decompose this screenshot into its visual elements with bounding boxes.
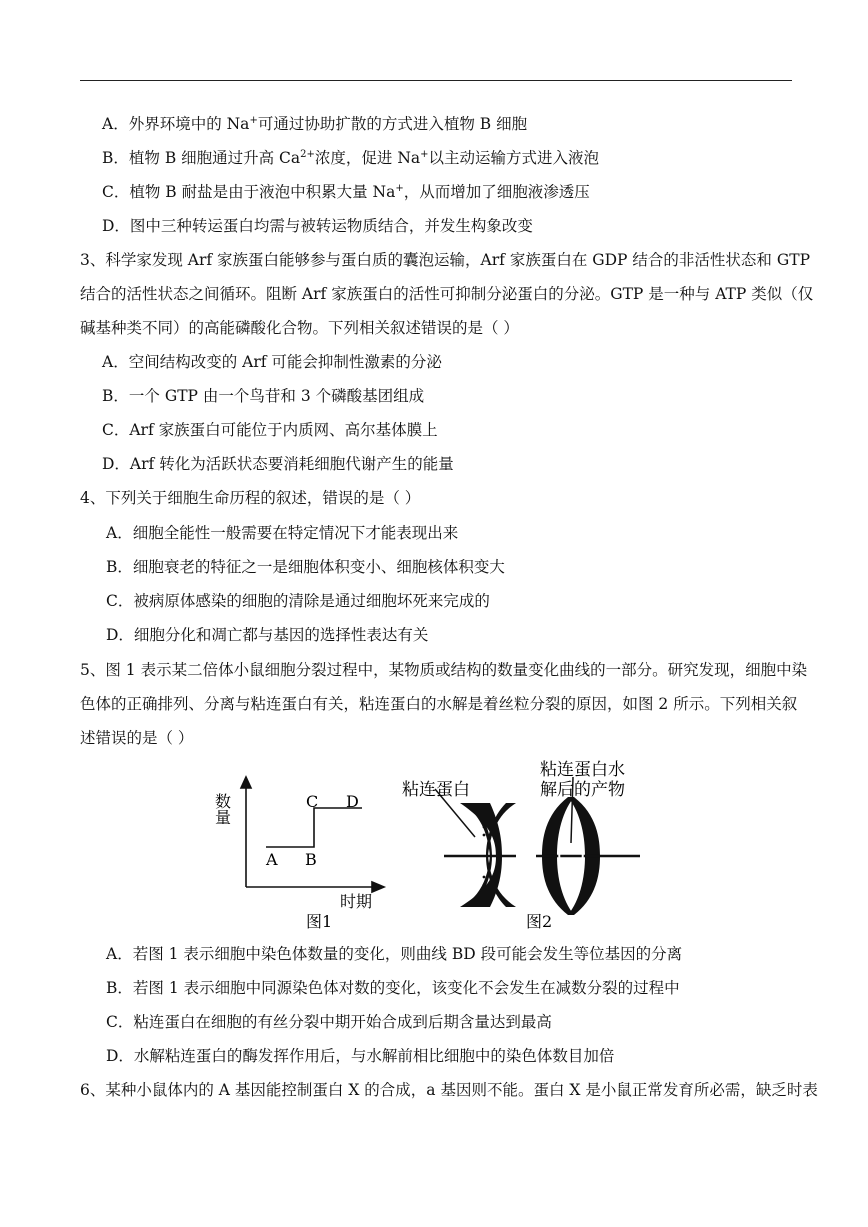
figure1-caption: 图1 bbox=[306, 912, 333, 931]
figure1-x-label: 时期 bbox=[340, 892, 373, 911]
figure1-point-c: C bbox=[306, 792, 319, 811]
figure1-point-a: A bbox=[266, 850, 278, 869]
figure2-chromosome-left bbox=[435, 789, 516, 907]
q5-option-a: A．若图 1 表示细胞中染色体数量的变化，则曲线 BD 段可能会发生等位基因的分离 bbox=[106, 945, 683, 963]
q4-option-c: C．被病原体感染的细胞的清除是通过细胞坏死来完成的 bbox=[106, 592, 490, 610]
figure1-y-label: 数量 bbox=[212, 793, 232, 825]
q5-option-c: C．粘连蛋白在细胞的有丝分裂中期开始合成到后期含量达到最高 bbox=[106, 1013, 552, 1031]
figure1-x-arrow bbox=[372, 882, 384, 892]
q2-option-c: C．植物 B 耐盐是由于液泡中积累大量 Na+，从而增加了细胞液渗透压 bbox=[102, 182, 590, 201]
q4-option-b: B．细胞衰老的特征之一是细胞体积变小、细胞核体积变大 bbox=[106, 558, 505, 576]
figure2-caption: 图2 bbox=[526, 912, 553, 931]
figure2-product-label-line2: 解后的产物 bbox=[540, 780, 625, 800]
q3-option-a: A．空间结构改变的 Arf 可能会抑制性激素的分泌 bbox=[102, 353, 442, 371]
figure1-y-arrow bbox=[241, 777, 251, 788]
q5-figure bbox=[200, 755, 660, 935]
q4-stem: 4、下列关于细胞生命历程的叙述，错误的是（ ） bbox=[80, 489, 421, 507]
header-rule bbox=[80, 80, 792, 81]
q6-stem-line1: 6、某种小鼠体内的 A 基因能控制蛋白 X 的合成，a 基因则不能。蛋白 X 是小鼠正常发育所必需，缺乏时表 bbox=[80, 1081, 818, 1099]
q5-stem-line2: 色体的正确排列、分离与粘连蛋白有关，粘连蛋白的水解是着丝粒分裂的原因，如图 2 所示。下列相关叙 bbox=[80, 695, 798, 713]
q5-option-b: B．若图 1 表示细胞中同源染色体对数的变化，该变化不会发生在减数分裂的过程中 bbox=[106, 979, 680, 997]
q4-option-d: D．细胞分化和凋亡都与基因的选择性表达有关 bbox=[106, 626, 429, 644]
q3-stem-line2: 结合的活性状态之间循环。阻断 Arf 家族蛋白的活性可抑制分泌蛋白的分泌。GTP 是一种与 ATP 类似（仅 bbox=[80, 285, 814, 303]
figure1-point-b: B bbox=[305, 850, 317, 869]
q3-stem-line1: 3、科学家发现 Arf 家族蛋白能够参与蛋白质的囊泡运输，Arf 家族蛋白在 GDP 结合的非活性状态和 GTP bbox=[80, 251, 810, 269]
q4-option-a: A．细胞全能性一般需要在特定情况下才能表现出来 bbox=[106, 524, 459, 542]
figure1-point-d: D bbox=[346, 792, 359, 811]
figure2-cohesin-label: 粘连蛋白 bbox=[402, 780, 470, 800]
q2-option-d: D．图中三种转运蛋白均需与被转运物质结合，并发生构象改变 bbox=[102, 217, 533, 235]
q3-option-b: B．一个 GTP 由一个鸟苷和 3 个磷酸基团组成 bbox=[102, 387, 425, 405]
q5-stem-line1: 5、图 1 表示某二倍体小鼠细胞分裂过程中，某物质或结构的数量变化曲线的一部分。研究发现，细胞中染 bbox=[80, 661, 808, 679]
q2-option-a: A．外界环境中的 Na+可通过协助扩散的方式进入植物 B 细胞 bbox=[102, 114, 528, 133]
q3-stem-line3: 碱基种类不同）的高能磷酸化合物。下列相关叙述错误的是（ ） bbox=[80, 319, 519, 337]
q3-option-c: C．Arf 家族蛋白可能位于内质网、高尔基体膜上 bbox=[102, 421, 438, 439]
q5-figure-svg bbox=[200, 755, 660, 935]
q3-option-d: D．Arf 转化为活跃状态要消耗细胞代谢产生的能量 bbox=[102, 455, 454, 473]
q2-option-b: B．植物 B 细胞通过升高 $Ca^{2+}$浓度，促进 Na+以主动运输方式进入液泡 bbox=[102, 148, 600, 167]
figure2-product-label-line1: 粘连蛋白水 bbox=[540, 760, 625, 780]
figure1-curve bbox=[266, 808, 362, 847]
q5-stem-line3: 述错误的是（ ） bbox=[80, 729, 194, 747]
q5-option-d: D．水解粘连蛋白的酶发挥作用后，与水解前相比细胞中的染色体数目加倍 bbox=[106, 1047, 615, 1065]
